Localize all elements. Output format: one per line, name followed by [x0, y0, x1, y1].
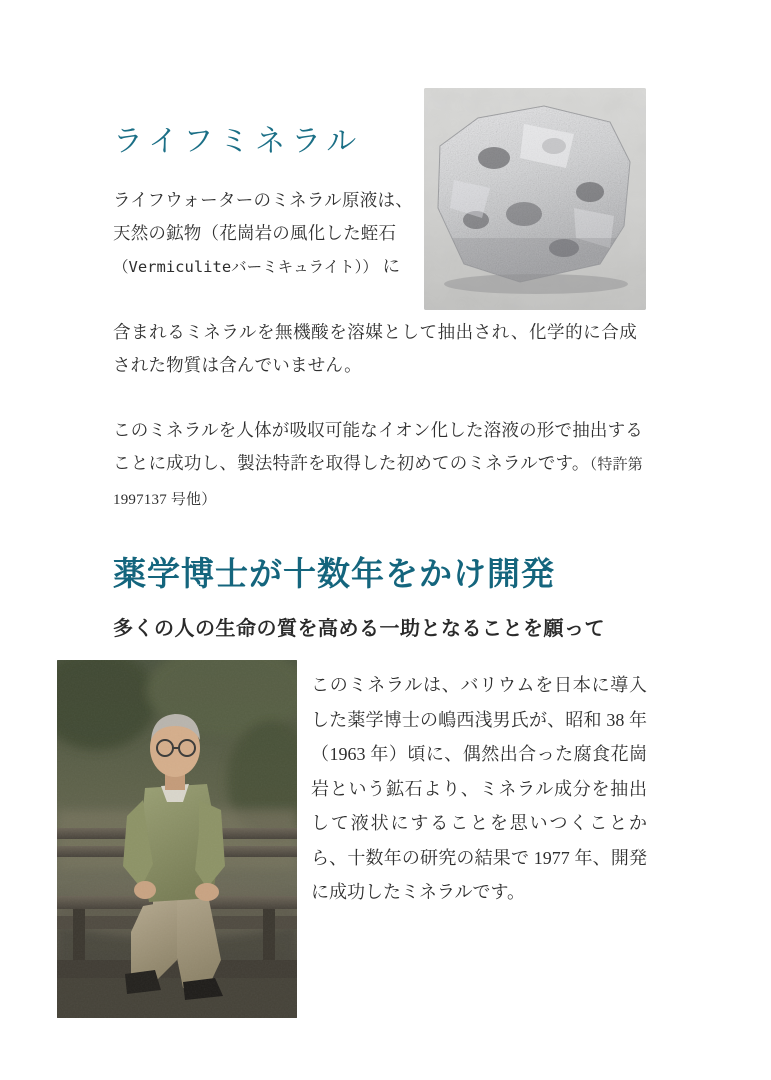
- paragraph-1-text-b: に: [382, 256, 401, 276]
- paragraph-1-text-a: ライフウォーターのミネラル原液は、天然の鉱物（花崗岩の風化した蛭石: [113, 190, 413, 243]
- page-title-life-mineral: ライフミネラル: [113, 124, 363, 159]
- doctor-portrait-photo: [57, 660, 297, 1018]
- paragraph-1-top: [113, 184, 413, 284]
- granite-rock-photo: [424, 88, 646, 310]
- paragraph-2: [113, 414, 643, 517]
- paragraph-1-latin-term: （Vermiculiteバーミキュライト））: [113, 258, 378, 276]
- paragraph-2-patent-note: （特許第 1997137 号他）: [113, 457, 643, 508]
- paragraph-2-text: このミネラルを人体が吸収可能なイオン化した溶液の形で抽出することに成功し、製法特許を取得した初めてのミネラルです。: [113, 420, 643, 473]
- paragraph-3: このミネラルは、バリウムを日本に導入した薬学博士の嶋西浅男氏が、昭和 38 年（1963 年）頃に、偶然出合った腐食花崗岩という鉱石より、ミネラル成分を抽出して液状にすることを思いつくことから、十数年の研究の結果で 1977 年、開発に成功したミネラルです。: [311, 675, 647, 902]
- section-2-heading: 薬学博士が十数年をかけ開発: [113, 554, 555, 593]
- paragraph-1-bottom: 含まれるミネラルを無機酸を溶媒として抽出され、化学的に合成された物質は含んでいません。: [113, 322, 637, 375]
- section-2-subheading: 多くの人の生命の質を高める一助となることを願って: [113, 616, 605, 640]
